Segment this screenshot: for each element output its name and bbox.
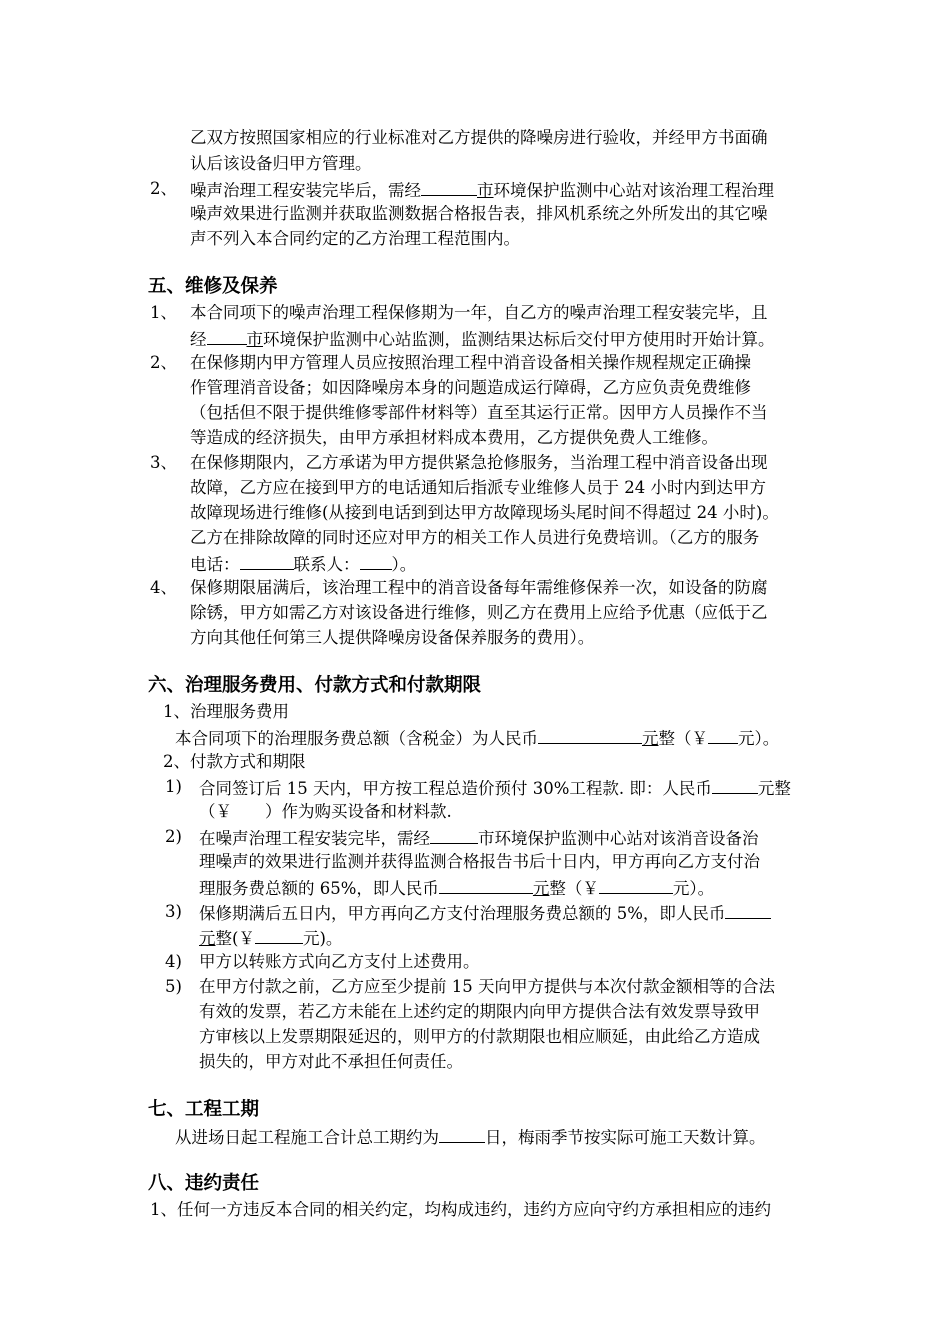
s6-subheading-1: 1、治理服务费用: [163, 702, 289, 721]
text: 元)。: [302, 929, 343, 948]
s6-pay-2-line-2: 理噪声的效果进行监测并获得监测合格报告书后十日内，甲方再向乙方支付治: [199, 852, 760, 871]
s6-pay-number: 3): [165, 902, 182, 921]
s6-pay-number: 2): [165, 827, 182, 846]
text: 从进场日起工程施工合计总工期约为: [175, 1128, 439, 1147]
amount-blank: [439, 876, 533, 894]
s4-item-2-line-1: [190, 178, 774, 202]
text: 理服务费总额的 65%，即人民币: [199, 879, 439, 898]
text: 经: [190, 330, 207, 349]
s6-pay-number: 4): [165, 952, 182, 971]
text: 元整: [757, 779, 791, 798]
s6-pay-3-line-2: [199, 926, 342, 950]
s5-item-number: 2、: [150, 353, 177, 372]
s6-pay-1-line-1: [199, 776, 791, 800]
amount-blank: [538, 726, 642, 744]
days-blank: [439, 1125, 485, 1143]
s6-pay-5-line-3: 方审核以上发票期限延迟的，则甲方的付款期限也相应顺延，由此给乙方造成: [199, 1027, 760, 1046]
text: 环境保护监测中心站监测，监测结果达标后交付甲方使用时开始计算。: [263, 330, 775, 349]
section-8-heading: 八、违约责任: [148, 1173, 260, 1194]
text: 噪声治理工程安装完毕后，需经: [190, 181, 421, 200]
text: 环境保护监测中心站对该治理工程治理: [493, 181, 774, 200]
s5-item-3-line-3: 故障现场进行维修(从接到电话到到达甲方故障现场头尾时间不得超过 24 小时)。: [190, 503, 779, 522]
s6-pay-1-line-2: （￥ ）作为购买设备和材料款.: [199, 802, 452, 821]
s4-paragraph-line: 认后该设备归甲方管理。: [190, 154, 372, 173]
s6-fee-line: [175, 726, 779, 750]
s6-subheading-2: 2、付款方式和期限: [163, 752, 306, 771]
yuan-text: 元: [532, 879, 550, 898]
blank-field: [430, 826, 478, 844]
s6-pay-4-line-1: 甲方以转账方式向乙方支付上述费用。: [199, 952, 480, 971]
s6-pay-5-line-4: 损失的，甲方对此不承担任何责任。: [199, 1052, 463, 1071]
s5-item-4-line-3: 方向其他任何第三人提供降噪房设备保养服务的费用）。: [190, 628, 595, 647]
text: 整（￥: [658, 729, 708, 748]
city-text: 市: [477, 181, 494, 200]
s5-item-1-line-1: 本合同项下的噪声治理工程保修期为一年，自乙方的噪声治理工程安装完毕，且: [190, 303, 768, 322]
text: 市环境保护监测中心站对该消音设备治: [478, 829, 759, 848]
s6-pay-number: 5): [165, 977, 182, 996]
s5-item-3-line-1: 在保修期限内，乙方承诺为甲方提供紧急抢修服务，当治理工程中消音设备出现: [190, 453, 768, 472]
blank-field: [421, 178, 477, 196]
amount-blank: [708, 726, 738, 744]
s5-item-4-line-2: 除锈，甲方如需乙方对该设备进行维修，则乙方在费用上应给予优惠（应低于乙: [190, 603, 768, 622]
s5-item-4-line-1: 保修期限届满后，该治理工程中的消音设备每年需维修保养一次，如设备的防腐: [190, 578, 768, 597]
text: 元）。: [672, 879, 715, 898]
s6-pay-2-line-1: [199, 826, 759, 850]
text: 合同签订后 15 天内，甲方按工程总造价预付 30%工程款. 即：人民币: [199, 779, 712, 798]
section-5-heading: 五、维修及保养: [148, 276, 278, 297]
s5-item-2-line-3: （包括但不限于提供维修零部件材料等）直至其运行正常。因甲方人员操作不当: [190, 403, 768, 422]
s4-item-number: 2、: [150, 179, 177, 198]
s4-item-2-line-3: 声不列入本合同约定的乙方治理工程范围内。: [190, 229, 520, 248]
blank-field: [207, 327, 247, 345]
amount-blank: [725, 901, 771, 919]
s6-pay-5-line-1: 在甲方付款之前，乙方应至少提前 15 天向甲方提供与本次付款金额相等的合法: [199, 977, 775, 996]
s5-item-3-line-5: [190, 552, 416, 576]
s6-pay-3-line-1: [199, 901, 771, 925]
s5-item-2-line-4: 等造成的经济损失，由甲方承担材料成本费用，乙方提供免费人工维修。: [190, 428, 718, 447]
s5-item-3-line-4: 乙方在排除故障的同时还应对甲方的相关工作人员进行免费培训。（乙方的服务: [190, 528, 760, 547]
s6-pay-2-line-3: [199, 876, 714, 900]
text: 日，梅雨季节按实际可施工天数计算。: [485, 1128, 766, 1147]
text: 电话：: [190, 555, 240, 574]
text: 在噪声治理工程安装完毕，需经: [199, 829, 430, 848]
section-7-heading: 七、工程工期: [148, 1099, 260, 1120]
city-text: 市: [246, 330, 263, 349]
s7-duration-line: [175, 1125, 766, 1149]
s5-item-3-line-2: 故障，乙方应在接到甲方的电话通知后指派专业维修人员于 24 小时内到达甲方: [190, 478, 766, 497]
s6-pay-number: 1): [165, 777, 182, 796]
contact-blank: [360, 552, 392, 570]
s4-paragraph-line: 乙双方按照国家相应的行业标准对乙方提供的降噪房进行验收，并经甲方书面确: [190, 128, 768, 147]
text: ）。: [391, 555, 417, 574]
s5-item-1-line-2: [190, 327, 775, 351]
text: 整(￥: [215, 929, 255, 948]
section-6-heading: 六、治理服务费用、付款方式和付款期限: [148, 675, 482, 696]
amount-blank: [599, 876, 673, 894]
phone-blank: [240, 552, 294, 570]
s5-item-number: 4、: [150, 578, 177, 597]
yuan-text: 元: [642, 729, 659, 748]
text: 元）。: [738, 729, 780, 748]
s8-line-1: 1、任何一方违反本合同的相关约定，均构成违约，违约方应向守约方承担相应的违约: [150, 1200, 771, 1219]
s5-item-number: 1、: [150, 303, 177, 322]
text: 保修期满后五日内，甲方再向乙方支付治理服务费总额的 5%，即人民币: [199, 904, 726, 923]
text: 整（￥: [549, 879, 599, 898]
s6-pay-5-line-2: 有效的发票，若乙方未能在上述约定的期限内向甲方提供合法有效发票导致甲: [199, 1002, 760, 1021]
s5-item-2-line-2: 作管理消音设备；如因降噪房本身的问题造成运行障碍，乙方应负责免费维修: [190, 378, 751, 397]
s4-item-2-line-2: 噪声效果进行监测并获取监测数据合格报告表，排风机系统之外所发出的其它噪: [190, 204, 768, 223]
yuan-text: 元: [199, 929, 216, 948]
text: 联系人：: [293, 555, 360, 574]
s5-item-2-line-1: 在保修期内甲方管理人员应按照治理工程中消音设备相关操作规程规定正确操: [190, 353, 751, 372]
amount-blank: [712, 776, 758, 794]
amount-blank: [255, 926, 303, 944]
s5-item-number: 3、: [150, 453, 177, 472]
text: 本合同项下的治理服务费总额（含税金）为人民币: [175, 729, 538, 748]
